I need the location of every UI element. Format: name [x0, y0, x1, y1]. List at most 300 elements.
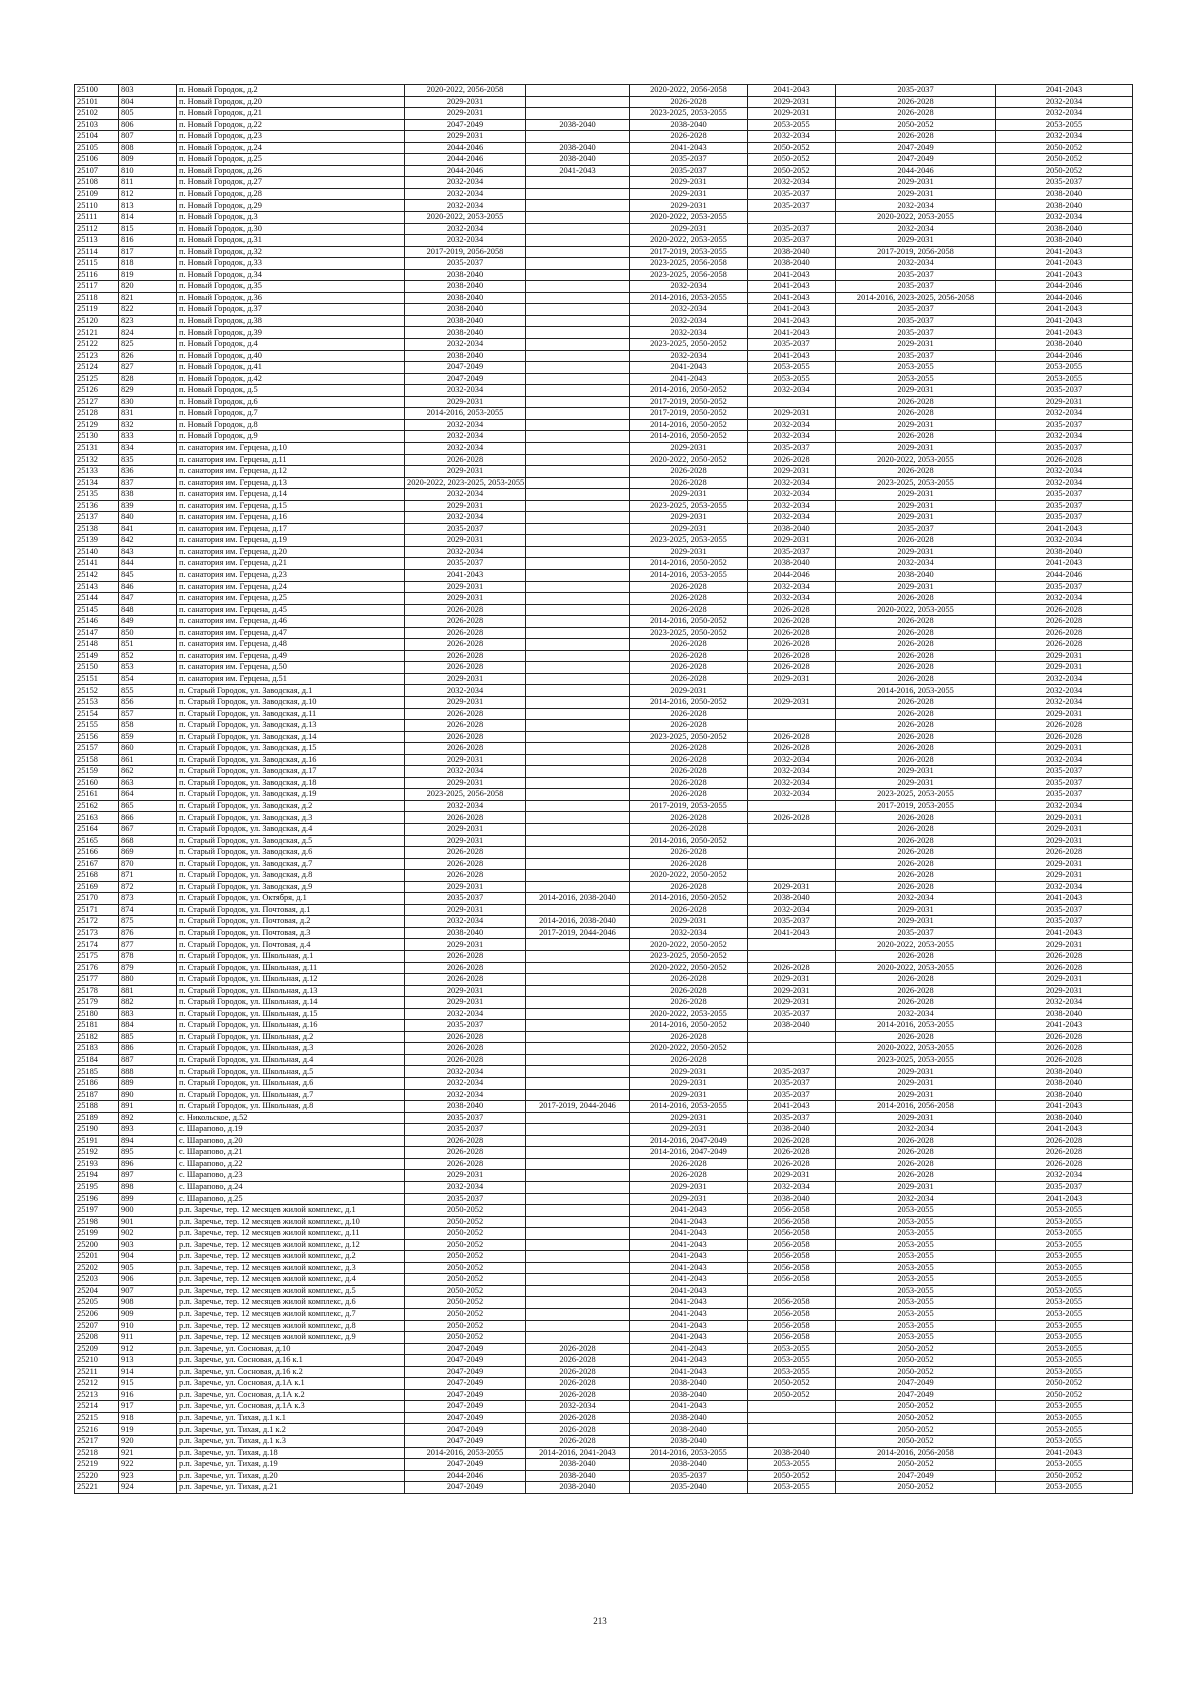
object-number-cell: 897: [119, 1170, 177, 1182]
period-cell-1: 2032-2034: [405, 339, 526, 351]
period-cell-6: 2035-2037: [996, 916, 1133, 928]
row-id-cell: 25112: [75, 223, 119, 235]
table-row: [75, 558, 1133, 570]
period-cell-1: 2038-2040: [405, 927, 526, 939]
period-cell-1: 2050-2052: [405, 1297, 526, 1309]
period-cell-1: 2020-2022, 2023-2025, 2053-2055: [405, 477, 526, 489]
address-cell: п. Старый Городок, ул. Заводская, д.10: [177, 696, 405, 708]
period-cell-6: 2035-2037: [996, 904, 1133, 916]
period-cell-5: 2053-2055: [836, 1285, 996, 1297]
period-cell-5: 2029-2031: [836, 235, 996, 247]
row-id-cell: 25128: [75, 408, 119, 420]
row-id-cell: 25170: [75, 893, 119, 905]
period-cell-6: 2053-2055: [996, 1412, 1133, 1424]
table-row: [75, 200, 1133, 212]
object-number-cell: 857: [119, 708, 177, 720]
object-number-cell: 924: [119, 1482, 177, 1494]
table-row: [75, 639, 1133, 651]
period-cell-3: 2014-2016, 2053-2055: [630, 1447, 748, 1459]
period-cell-3: 2038-2040: [630, 1435, 748, 1447]
period-cell-6: 2041-2043: [996, 1193, 1133, 1205]
period-cell-6: 2044-2046: [996, 292, 1133, 304]
period-cell-2: [526, 235, 630, 247]
object-number-cell: 855: [119, 685, 177, 697]
period-cell-6: 2053-2055: [996, 1401, 1133, 1413]
period-cell-2: [526, 246, 630, 258]
address-cell: п. Старый Городок, ул. Школьная, д.13: [177, 985, 405, 997]
period-cell-2: [526, 408, 630, 420]
period-cell-3: 2020-2022, 2056-2058: [630, 85, 748, 97]
object-number-cell: 852: [119, 650, 177, 662]
row-id-cell: 25132: [75, 454, 119, 466]
period-cell-2: [526, 824, 630, 836]
period-cell-3: 2026-2028: [630, 904, 748, 916]
period-cell-5: 2053-2055: [836, 1297, 996, 1309]
object-number-cell: 913: [119, 1355, 177, 1367]
period-cell-4: 2035-2037: [748, 546, 836, 558]
period-cell-3: 2035-2037: [630, 154, 748, 166]
address-cell: п. санатория им. Герцена, д.12: [177, 466, 405, 478]
table-row: [75, 1228, 1133, 1240]
period-cell-5: 2032-2034: [836, 893, 996, 905]
address-cell: р.п. Заречье, ул. Сосновая, д.1А к.2: [177, 1389, 405, 1401]
table-row: [75, 616, 1133, 628]
period-cell-4: [748, 1043, 836, 1055]
period-cell-2: [526, 339, 630, 351]
period-cell-6: 2026-2028: [996, 616, 1133, 628]
period-cell-6: 2053-2055: [996, 1216, 1133, 1228]
period-cell-6: 2035-2037: [996, 385, 1133, 397]
period-cell-4: 2038-2040: [748, 1124, 836, 1136]
object-number-cell: 814: [119, 212, 177, 224]
period-cell-5: 2026-2028: [836, 616, 996, 628]
period-cell-6: 2029-2031: [996, 974, 1133, 986]
period-cell-1: 2026-2028: [405, 847, 526, 859]
address-cell: п. Старый Городок, ул. Заводская, д.16: [177, 754, 405, 766]
object-number-cell: 824: [119, 327, 177, 339]
row-id-cell: 25176: [75, 962, 119, 974]
address-cell: п. санатория им. Герцена, д.14: [177, 489, 405, 501]
period-cell-3: 2023-2025, 2053-2055: [630, 535, 748, 547]
row-id-cell: 25215: [75, 1412, 119, 1424]
period-cell-5: 2050-2052: [836, 1401, 996, 1413]
row-id-cell: 25107: [75, 165, 119, 177]
period-cell-3: 2038-2040: [630, 1424, 748, 1436]
period-cell-4: 2032-2034: [748, 754, 836, 766]
period-cell-2: [526, 431, 630, 443]
period-cell-4: 2032-2034: [748, 581, 836, 593]
row-id-cell: 25145: [75, 604, 119, 616]
object-number-cell: 898: [119, 1181, 177, 1193]
period-cell-6: 2035-2037: [996, 789, 1133, 801]
period-cell-2: [526, 581, 630, 593]
period-cell-6: 2038-2040: [996, 1008, 1133, 1020]
period-cell-3: 2029-2031: [630, 1193, 748, 1205]
period-cell-5: 2053-2055: [836, 1320, 996, 1332]
row-id-cell: 25115: [75, 258, 119, 270]
address-cell: п. Старый Городок, ул. Заводская, д.19: [177, 789, 405, 801]
period-cell-4: 2056-2058: [748, 1274, 836, 1286]
period-cell-4: [748, 858, 836, 870]
row-id-cell: 25157: [75, 743, 119, 755]
period-cell-6: 2053-2055: [996, 1424, 1133, 1436]
period-cell-2: 2026-2028: [526, 1366, 630, 1378]
period-cell-2: [526, 304, 630, 316]
period-cell-2: [526, 327, 630, 339]
period-cell-4: 2029-2031: [748, 96, 836, 108]
period-cell-6: 2029-2031: [996, 835, 1133, 847]
period-cell-6: 2032-2034: [996, 431, 1133, 443]
period-cell-4: 2029-2031: [748, 997, 836, 1009]
period-cell-4: 2053-2055: [748, 1366, 836, 1378]
row-id-cell: 25142: [75, 569, 119, 581]
period-cell-3: 2041-2043: [630, 1320, 748, 1332]
object-number-cell: 920: [119, 1435, 177, 1447]
row-id-cell: 25218: [75, 1447, 119, 1459]
period-cell-5: 2050-2052: [836, 1435, 996, 1447]
period-cell-5: 2029-2031: [836, 500, 996, 512]
period-cell-6: 2041-2043: [996, 558, 1133, 570]
period-cell-2: [526, 258, 630, 270]
period-cell-5: 2032-2034: [836, 558, 996, 570]
period-cell-5: 2026-2028: [836, 96, 996, 108]
period-cell-2: [526, 639, 630, 651]
object-number-cell: 836: [119, 466, 177, 478]
period-cell-2: 2026-2028: [526, 1389, 630, 1401]
register-sheet: [74, 84, 1132, 1494]
table-row: [75, 927, 1133, 939]
period-cell-1: 2038-2040: [405, 315, 526, 327]
period-cell-2: 2038-2040: [526, 1470, 630, 1482]
period-cell-4: 2050-2052: [748, 165, 836, 177]
period-cell-1: 2026-2028: [405, 1135, 526, 1147]
row-id-cell: 25105: [75, 142, 119, 154]
period-cell-4: 2056-2058: [748, 1262, 836, 1274]
object-number-cell: 890: [119, 1089, 177, 1101]
period-cell-5: 2026-2028: [836, 696, 996, 708]
table-row: [75, 1459, 1133, 1471]
table-row: [75, 569, 1133, 581]
table-row: [75, 1262, 1133, 1274]
period-cell-1: 2026-2028: [405, 858, 526, 870]
address-cell: п. Новый Городок, д.8: [177, 419, 405, 431]
row-id-cell: 25120: [75, 315, 119, 327]
period-cell-4: [748, 708, 836, 720]
period-cell-4: 2035-2037: [748, 339, 836, 351]
period-cell-2: [526, 85, 630, 97]
row-id-cell: 25165: [75, 835, 119, 847]
period-cell-2: [526, 419, 630, 431]
period-cell-6: 2044-2046: [996, 350, 1133, 362]
table-row: [75, 281, 1133, 293]
period-cell-3: 2026-2028: [630, 997, 748, 1009]
table-row: [75, 154, 1133, 166]
period-cell-6: 2041-2043: [996, 304, 1133, 316]
period-cell-1: 2029-2031: [405, 673, 526, 685]
address-cell: п. Новый Городок, д.29: [177, 200, 405, 212]
row-id-cell: 25191: [75, 1135, 119, 1147]
period-cell-1: 2029-2031: [405, 466, 526, 478]
period-cell-3: 2026-2028: [630, 1031, 748, 1043]
row-id-cell: 25148: [75, 639, 119, 651]
row-id-cell: 25182: [75, 1031, 119, 1043]
address-cell: п. Старый Городок, ул. Заводская, д.3: [177, 812, 405, 824]
address-cell: п. санатория им. Герцена, д.19: [177, 535, 405, 547]
period-cell-2: [526, 812, 630, 824]
period-cell-3: 2014-2016, 2053-2055: [630, 1101, 748, 1113]
period-cell-6: 2053-2055: [996, 1355, 1133, 1367]
period-cell-5: 2029-2031: [836, 1089, 996, 1101]
period-cell-5: 2032-2034: [836, 1008, 996, 1020]
row-id-cell: 25184: [75, 1054, 119, 1066]
object-number-cell: 848: [119, 604, 177, 616]
address-cell: п. Новый Городок, д.35: [177, 281, 405, 293]
period-cell-3: 2026-2028: [630, 477, 748, 489]
period-cell-2: [526, 223, 630, 235]
period-cell-6: 2041-2043: [996, 1101, 1133, 1113]
row-id-cell: 25134: [75, 477, 119, 489]
row-id-cell: 25135: [75, 489, 119, 501]
period-cell-1: 2032-2034: [405, 235, 526, 247]
period-cell-6: 2032-2034: [996, 131, 1133, 143]
period-cell-5: 2026-2028: [836, 835, 996, 847]
period-cell-4: 2041-2043: [748, 1101, 836, 1113]
table-row: [75, 85, 1133, 97]
table-row: [75, 1054, 1133, 1066]
period-cell-1: 2044-2046: [405, 165, 526, 177]
period-cell-6: 2053-2055: [996, 1435, 1133, 1447]
period-cell-1: 2026-2028: [405, 962, 526, 974]
period-cell-1: 2050-2052: [405, 1205, 526, 1217]
row-id-cell: 25199: [75, 1228, 119, 1240]
table-row: [75, 1043, 1133, 1055]
period-cell-5: 2026-2028: [836, 673, 996, 685]
table-row: [75, 1008, 1133, 1020]
address-cell: п. Новый Городок, д.22: [177, 119, 405, 131]
period-cell-2: [526, 985, 630, 997]
address-cell: р.п. Заречье, ул. Тихая, д.21: [177, 1482, 405, 1494]
object-number-cell: 886: [119, 1043, 177, 1055]
object-number-cell: 864: [119, 789, 177, 801]
period-cell-6: 2026-2028: [996, 1135, 1133, 1147]
table-row: [75, 396, 1133, 408]
period-cell-6: 2038-2040: [996, 223, 1133, 235]
address-cell: п. Старый Городок, ул. Заводская, д.18: [177, 777, 405, 789]
register-table-body: [75, 85, 1133, 1494]
object-number-cell: 877: [119, 939, 177, 951]
period-cell-4: [748, 1054, 836, 1066]
period-cell-2: 2041-2043: [526, 165, 630, 177]
address-cell: п. санатория им. Герцена, д.23: [177, 569, 405, 581]
period-cell-5: 2026-2028: [836, 662, 996, 674]
period-cell-3: 2014-2016, 2050-2052: [630, 616, 748, 628]
period-cell-4: 2056-2058: [748, 1251, 836, 1263]
period-cell-5: 2032-2034: [836, 223, 996, 235]
period-cell-2: [526, 974, 630, 986]
row-id-cell: 25113: [75, 235, 119, 247]
period-cell-5: 2026-2028: [836, 708, 996, 720]
row-id-cell: 25220: [75, 1470, 119, 1482]
period-cell-6: 2053-2055: [996, 1366, 1133, 1378]
table-row: [75, 188, 1133, 200]
table-row: [75, 1089, 1133, 1101]
address-cell: р.п. Заречье, тер. 12 месяцев жилой комплекс, д.12: [177, 1239, 405, 1251]
period-cell-5: 2029-2031: [836, 512, 996, 524]
row-id-cell: 25212: [75, 1378, 119, 1390]
period-cell-2: [526, 662, 630, 674]
period-cell-3: 2017-2019, 2053-2055: [630, 246, 748, 258]
row-id-cell: 25221: [75, 1482, 119, 1494]
period-cell-1: 2029-2031: [405, 96, 526, 108]
table-row: [75, 1101, 1133, 1113]
period-cell-2: [526, 870, 630, 882]
object-number-cell: 875: [119, 916, 177, 928]
address-cell: р.п. Заречье, тер. 12 месяцев жилой комплекс, д.9: [177, 1332, 405, 1344]
period-cell-1: 2020-2022, 2056-2058: [405, 85, 526, 97]
period-cell-1: 2035-2037: [405, 258, 526, 270]
row-id-cell: 25186: [75, 1078, 119, 1090]
row-id-cell: 25122: [75, 339, 119, 351]
period-cell-5: 2053-2055: [836, 1332, 996, 1344]
period-cell-5: 2026-2028: [836, 997, 996, 1009]
address-cell: р.п. Заречье, ул. Сосновая, д.10: [177, 1343, 405, 1355]
object-number-cell: 921: [119, 1447, 177, 1459]
period-cell-1: 2032-2034: [405, 431, 526, 443]
period-cell-3: 2023-2025, 2053-2055: [630, 500, 748, 512]
table-row: [75, 974, 1133, 986]
period-cell-5: 2026-2028: [836, 1158, 996, 1170]
period-cell-2: [526, 858, 630, 870]
period-cell-1: 2029-2031: [405, 1170, 526, 1182]
period-cell-5: 2026-2028: [836, 1031, 996, 1043]
object-number-cell: 923: [119, 1470, 177, 1482]
row-id-cell: 25119: [75, 304, 119, 316]
object-number-cell: 894: [119, 1135, 177, 1147]
period-cell-2: 2032-2034: [526, 1401, 630, 1413]
address-cell: п. Новый Городок, д.41: [177, 362, 405, 374]
period-cell-4: 2032-2034: [748, 904, 836, 916]
row-id-cell: 25152: [75, 685, 119, 697]
period-cell-3: 2020-2022, 2050-2052: [630, 454, 748, 466]
object-number-cell: 830: [119, 396, 177, 408]
period-cell-5: 2044-2046: [836, 165, 996, 177]
object-number-cell: 862: [119, 766, 177, 778]
row-id-cell: 25143: [75, 581, 119, 593]
period-cell-5: 2035-2037: [836, 327, 996, 339]
period-cell-5: 2029-2031: [836, 1112, 996, 1124]
table-row: [75, 489, 1133, 501]
period-cell-4: [748, 1285, 836, 1297]
object-number-cell: 870: [119, 858, 177, 870]
period-cell-6: 2032-2034: [996, 408, 1133, 420]
table-row: [75, 593, 1133, 605]
period-cell-5: 2032-2034: [836, 1193, 996, 1205]
table-row: [75, 800, 1133, 812]
period-cell-3: 2029-2031: [630, 442, 748, 454]
address-cell: п. Новый Городок, д.36: [177, 292, 405, 304]
period-cell-4: [748, 1412, 836, 1424]
period-cell-3: 2014-2016, 2050-2052: [630, 385, 748, 397]
period-cell-6: 2032-2034: [996, 466, 1133, 478]
period-cell-6: 2032-2034: [996, 477, 1133, 489]
period-cell-4: 2050-2052: [748, 1470, 836, 1482]
period-cell-6: 2032-2034: [996, 800, 1133, 812]
period-cell-1: 2026-2028: [405, 1054, 526, 1066]
period-cell-6: 2038-2040: [996, 1089, 1133, 1101]
period-cell-1: 2029-2031: [405, 835, 526, 847]
address-cell: р.п. Заречье, ул. Тихая, д.1 к.3: [177, 1435, 405, 1447]
period-cell-6: 2044-2046: [996, 281, 1133, 293]
period-cell-4: 2032-2034: [748, 489, 836, 501]
row-id-cell: 25129: [75, 419, 119, 431]
period-cell-2: [526, 1031, 630, 1043]
period-cell-3: 2023-2025, 2050-2052: [630, 627, 748, 639]
period-cell-5: 2053-2055: [836, 1274, 996, 1286]
period-cell-1: 2032-2034: [405, 1089, 526, 1101]
row-id-cell: 25108: [75, 177, 119, 189]
address-cell: р.п. Заречье, тер. 12 месяцев жилой комплекс, д.3: [177, 1262, 405, 1274]
period-cell-2: [526, 489, 630, 501]
period-cell-4: 2041-2043: [748, 350, 836, 362]
period-cell-3: 2041-2043: [630, 362, 748, 374]
period-cell-6: 2041-2043: [996, 258, 1133, 270]
period-cell-1: 2044-2046: [405, 1470, 526, 1482]
period-cell-4: 2038-2040: [748, 246, 836, 258]
period-cell-1: 2032-2034: [405, 512, 526, 524]
period-cell-4: 2035-2037: [748, 188, 836, 200]
address-cell: п. санатория им. Герцена, д.46: [177, 616, 405, 628]
period-cell-5: 2026-2028: [836, 881, 996, 893]
period-cell-4: 2029-2031: [748, 535, 836, 547]
table-row: [75, 696, 1133, 708]
period-cell-6: 2032-2034: [996, 696, 1133, 708]
table-row: [75, 870, 1133, 882]
row-id-cell: 25140: [75, 546, 119, 558]
table-row: [75, 408, 1133, 420]
period-cell-6: 2035-2037: [996, 500, 1133, 512]
object-number-cell: 851: [119, 639, 177, 651]
address-cell: р.п. Заречье, тер. 12 месяцев жилой комплекс, д.5: [177, 1285, 405, 1297]
row-id-cell: 25138: [75, 523, 119, 535]
period-cell-4: 2035-2037: [748, 1089, 836, 1101]
period-cell-4: 2056-2058: [748, 1297, 836, 1309]
period-cell-4: [748, 720, 836, 732]
period-cell-4: [748, 1031, 836, 1043]
address-cell: п. санатория им. Герцена, д.16: [177, 512, 405, 524]
row-id-cell: 25136: [75, 500, 119, 512]
period-cell-4: 2026-2028: [748, 604, 836, 616]
object-number-cell: 873: [119, 893, 177, 905]
table-row: [75, 777, 1133, 789]
period-cell-1: 2050-2052: [405, 1320, 526, 1332]
table-row: [75, 131, 1133, 143]
address-cell: п. Старый Городок, ул. Школьная, д.1: [177, 951, 405, 963]
period-cell-6: 2032-2034: [996, 535, 1133, 547]
period-cell-1: 2050-2052: [405, 1228, 526, 1240]
period-cell-3: 2026-2028: [630, 974, 748, 986]
period-cell-1: 2032-2034: [405, 489, 526, 501]
period-cell-5: 2050-2052: [836, 119, 996, 131]
period-cell-5: 2029-2031: [836, 916, 996, 928]
period-cell-4: 2050-2052: [748, 142, 836, 154]
object-number-cell: 863: [119, 777, 177, 789]
period-cell-2: 2017-2019, 2044-2046: [526, 1101, 630, 1113]
period-cell-4: [748, 800, 836, 812]
table-row: [75, 546, 1133, 558]
object-number-cell: 807: [119, 131, 177, 143]
period-cell-5: 2029-2031: [836, 385, 996, 397]
table-row: [75, 1308, 1133, 1320]
